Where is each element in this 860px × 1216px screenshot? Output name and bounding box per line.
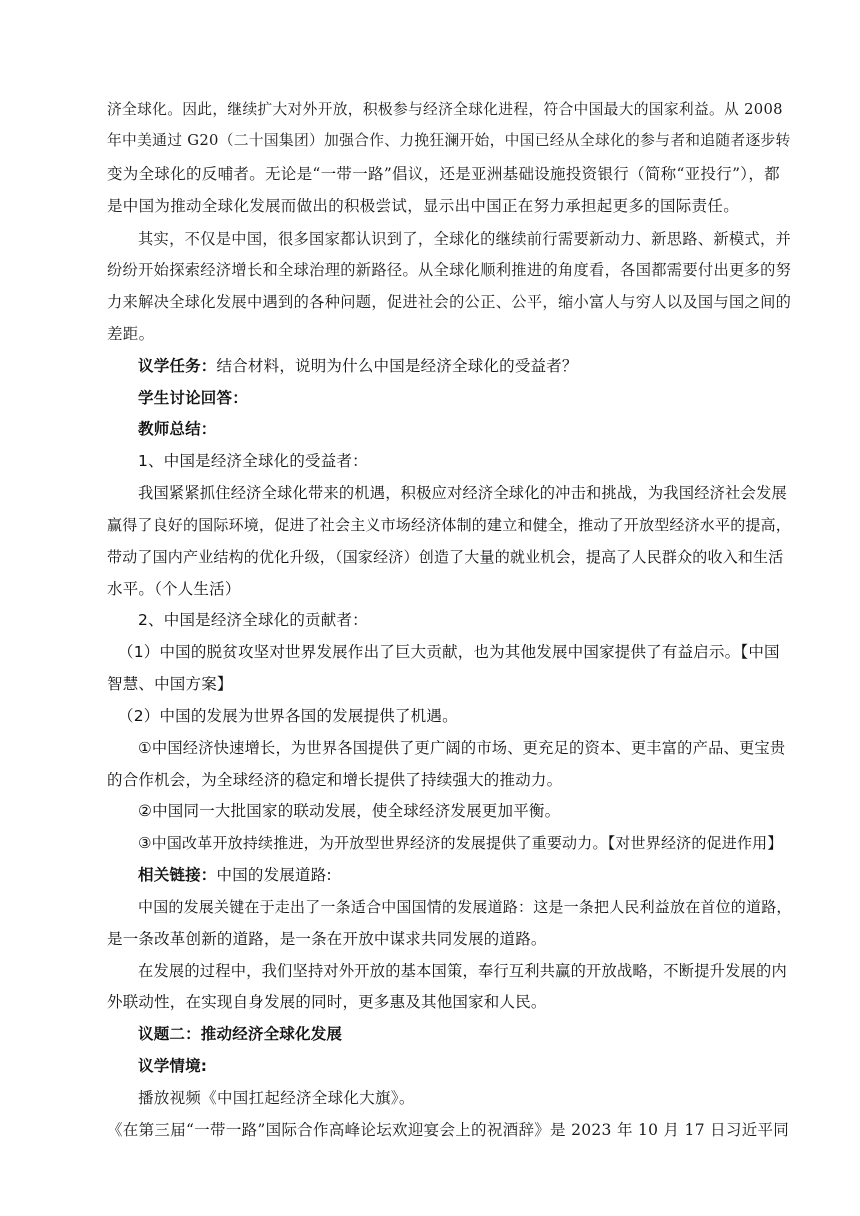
topic-2-heading: 议题二：推动经济全球化发展 — [138, 1025, 343, 1043]
student-answer-heading: 学生讨论回答： — [138, 389, 248, 407]
para-line: 年中美通过 G20（二十国集团）加强合作、力挽狂澜开始，中国已经从全球化的参与者和追随者逐步转 — [107, 132, 791, 149]
task-text: 结合材料，说明为什么中国是经济全球化的受益者？ — [216, 357, 578, 375]
link-para-line: 是一条改革创新的道路，是一条在开放中谋求共同发展的道路。 — [107, 930, 547, 948]
link-para-line: 中国的发展关键在于走出了一条适合中国国情的发展道路：这是一条把人民利益放在首位的道路， — [138, 898, 792, 916]
summary-line: ①中国经济快速增长，为世界各国提供了更广阔的市场、更充足的资本、更丰富的产品、更宝贵 — [138, 739, 786, 757]
task-line — [138, 355, 578, 377]
summary-line: 我国紧紧抓住经济全球化带来的机遇，积极应对经济全球化的冲击和挑战，为我国经济社会发展 — [138, 484, 787, 502]
summary-line: 智慧、中国方案】 — [107, 675, 233, 693]
para-line: 力来解决全球化发展中遇到的各种问题，促进社会的公正、公平，缩小富人与穷人以及国与国之间的 — [107, 293, 792, 311]
situation-heading: 议学情境: — [138, 1057, 208, 1075]
related-link-line — [138, 864, 332, 886]
para-line: 差距。 — [107, 325, 155, 343]
summary-line: （2）中国的发展为世界各国的发展提供了机遇。 — [118, 707, 458, 725]
para-line: 变为全球化的反哺者。无论是“一带一路”倡议，还是亚洲基础设施投资银行（简称“亚投行”），都 — [107, 165, 780, 183]
summary-line: （1）中国的脱贫攻坚对世界发展作出了巨大贡献，也为其他发展中国家提供了有益启示。【中国 — [118, 643, 780, 661]
summary-line: 带动了国内产业结构的优化升级，（国家经济）创造了大量的就业机会，提高了人民群众的收入和生活 — [107, 548, 784, 566]
para-line: 济全球化。因此，继续扩大对外开放，积极参与经济全球化进程，符合中国最大的国家利益。从 2008 — [107, 101, 783, 118]
video-line: 播放视频《中国扛起经济全球化大旗》。 — [138, 1089, 415, 1107]
para-line: 其实，不仅是中国，很多国家都认识到了，全球化的继续前行需要新动力、新思路、新模式，并 — [138, 230, 792, 248]
link-para-line: 外联动性，在实现自身发展的同时，更多惠及其他国家和人民。 — [107, 993, 547, 1011]
summary-line: 水平。（个人生活） — [107, 580, 241, 598]
related-link-label: 相关链接： — [138, 866, 217, 884]
summary-heading-1: 1、中国是经济全球化的受益者： — [138, 452, 368, 470]
task-label: 议学任务： — [138, 357, 217, 375]
last-line: 《在第三届“一带一路”国际合作高峰论坛欢迎宴会上的祝酒辞》是 2023 年 10 月 17 日习近平同 — [107, 1121, 790, 1139]
para-line: 是中国为推动全球化发展而做出的积极尝试，显示出中国正在努力承担起更多的国际责任。 — [107, 197, 740, 215]
summary-line: ②中国同一大批国家的联动发展，使全球经济发展更加平衡。 — [138, 802, 561, 820]
summary-line: 的合作机会，为全球经济的稳定和增长提供了持续强大的推动力。 — [107, 771, 563, 789]
related-link-text: 中国的发展道路: — [216, 866, 332, 884]
link-para-line: 在发展的过程中，我们坚持对外开放的基本国策，奉行互利共赢的开放战略，不断提升发展的内 — [138, 962, 787, 980]
para-line: 纷纷开始探索经济增长和全球治理的新路径。从全球化顺利推进的角度看，各国都需要付出更多的努 — [107, 261, 792, 279]
summary-line: ③中国改革开放持续推进，为开放型世界经济的发展提供了重要动力。【对世界经济的促进作用】 — [138, 834, 783, 852]
summary-line: 赢得了良好的国际环境，促进了社会主义市场经济体制的建立和健全，推动了开放型经济水平的提高， — [107, 516, 792, 534]
summary-heading-2: 2、中国是经济全球化的贡献者： — [138, 611, 368, 629]
teacher-summary-heading: 教师总结： — [138, 420, 217, 438]
